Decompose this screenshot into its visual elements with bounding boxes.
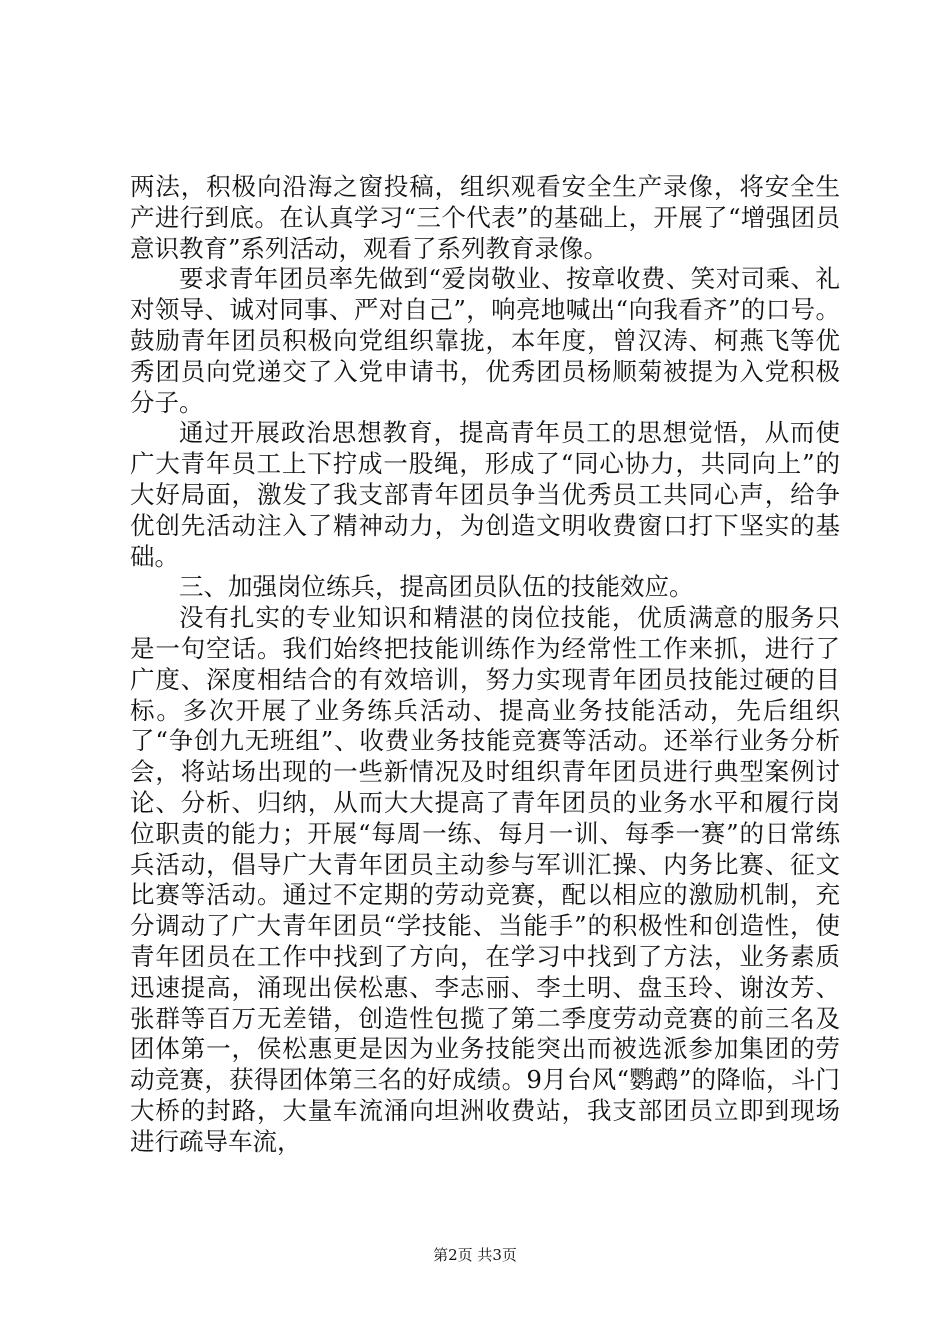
page-number-footer: 第2页 共3页 (433, 1246, 517, 1264)
paragraph-2: 要求青年团员率先做到“爱岗敬业、按章收费、笑对司乘、礼对领导、诚对同事、严对自己”，响亮地喊出“向我看齐”的口号。鼓励青年团员积极向党组织靠拢，本年度，曾汉涛、柯燕飞等优秀团员向党递交了入党申请书，优秀团员杨顺菊被提为入党积极分子。 (130, 264, 840, 417)
paragraph-3: 通过开展政治思想教育，提高青年员工的思想觉悟，从而使广大青年员工上下拧成一股绳，形成了“同心协力，共同向上”的大好局面，激发了我支部青年团员争当优秀员工共同心声，给争优创先活动注入了精神动力，为创造文明收费窗口打下坚实的基础。 (130, 418, 840, 571)
section-heading-3: 三、加强岗位练兵，提高团员队伍的技能效应。 (179, 572, 694, 602)
document-body (130, 172, 840, 1158)
paragraph-1: 两法，积极向沿海之窗投稿，组织观看安全生产录像，将安全生产进行到底。在认真学习“三个代表”的基础上，开展了“增强团员意识教育”系列活动，观看了系列教育录像。 (130, 172, 840, 263)
paragraph-4: 没有扎实的专业知识和精湛的岗位技能，优质满意的服务只是一句空话。我们始终把技能训练作为经常性工作来抓，进行了广度、深度相结合的有效培训，努力实现青年团员技能过硬的目标。多次开展了业务练兵活动、提高业务技能活动，先后组织了“争创九无班组”、收费业务技能竞赛等活动。还举行业务分析会，将站场出现的一些新情况及时组织青年团员进行典型案例讨论、分析、归纳，从而大大提高了青年团员的业务水平和履行岗位职责的能力；开展“每周一练、每月一训、每季一赛”的日常练兵活动，倡导广大青年团员主动参与军训汇操、内务比赛、征文比赛等活动。通过不定期的劳动竞赛，配以相应的激励机制，充分调动了广大青年团员“学技能、当能手”的积极性和创造性，使青年团员在工作中找到了方向，在学习中找到了方法，业务素质迅速提高，涌现出侯松惠、李志丽、李土明、盘玉玲、谢汝芳、张群等百万无差错，创造性包揽了第二季度劳动竞赛的前三名及团体第一，侯松惠更是因为业务技能突出而被选派参加集团的劳动竞赛，获得团体第三名的好成绩。9月台风“鹦鹉”的降临，斗门大桥的封路，大量车流涌向坦洲收费站，我支部团员立即到现场进行疏导车流， (130, 603, 840, 1156)
